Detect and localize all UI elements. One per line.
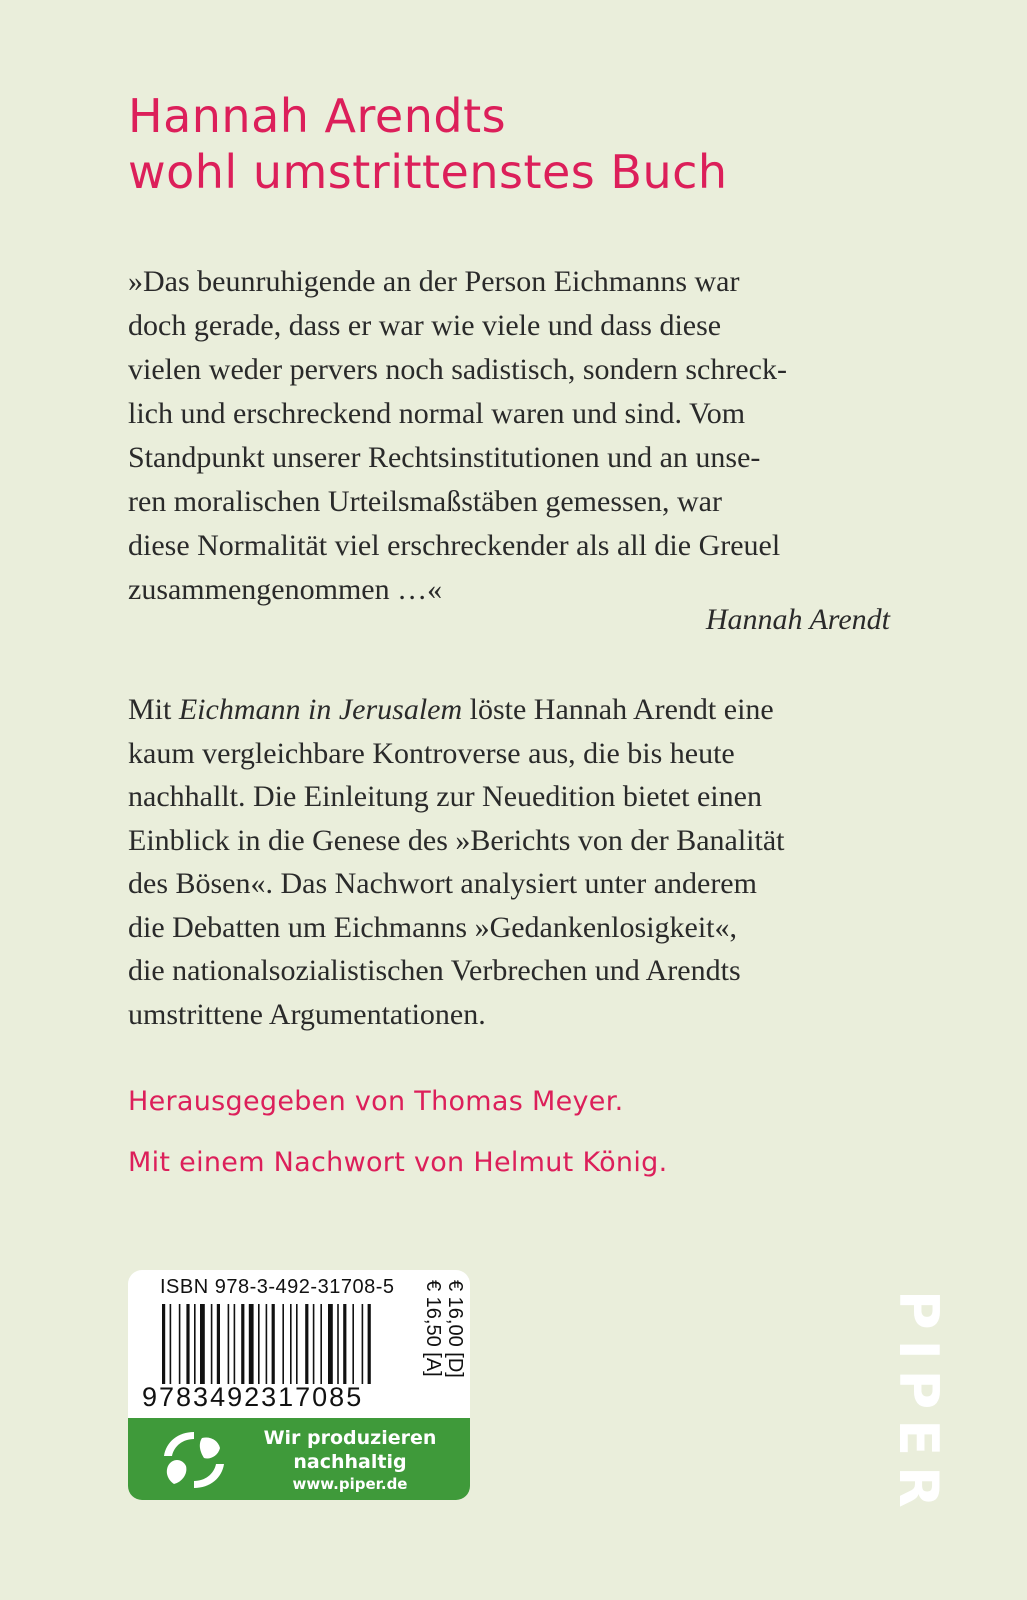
quote-line: lich und erschreckend normal waren und sind. Vom (128, 397, 746, 430)
publisher-url: www.piper.de (292, 1475, 408, 1493)
quote-line: doch gerade, dass er war wie viele und dass diese (128, 309, 722, 342)
barcode-bars (162, 1304, 402, 1384)
barcode-box (128, 1270, 470, 1418)
quote-line: diese Normalität viel erschreckender als all die Greuel (128, 529, 781, 562)
quote-line: vielen weder pervers noch sadistisch, sondern schreck- (128, 353, 787, 386)
afterword-credit: Mit einem Nachwort von Helmut König. (128, 1147, 668, 1178)
headline (128, 88, 928, 200)
quote-author: Hannah Arendt (705, 603, 890, 636)
quote-line: ren moralischen Urteilsmaßstäben gemessen, war (128, 485, 722, 518)
quote-line: »Das beunruhigende an der Person Eichmanns war (128, 265, 740, 298)
headline-line-2: wohl umstrittenstes Buch (128, 145, 728, 199)
description-line: Einblick in die Genese des »Berichts von der Banalität (128, 823, 785, 857)
price-germany: € 16,00 [D] (444, 1280, 466, 1378)
description-line: umstrittene Argumentationen. (128, 997, 486, 1031)
editor-credit: Herausgegeben von Thomas Meyer. (128, 1086, 624, 1117)
quote-line: Standpunkt unserer Rechtsinstitutionen und an unse- (128, 441, 761, 474)
description-suffix: löste Hannah Arendt eine (462, 693, 774, 726)
description-prefix: Mit (128, 693, 179, 726)
description-line: nachhallt. Die Einleitung zur Neuedition bietet einen (128, 780, 762, 813)
isbn-label: ISBN 978-3-492-31708-5 (160, 1276, 395, 1298)
price-block (420, 1280, 466, 1410)
price-austria: € 16,50 [A] (422, 1280, 444, 1377)
description-block (128, 688, 898, 1036)
description-line: die nationalsozialistischen Verbrechen und Arendts (128, 954, 741, 987)
quote-line: zusammengenommen …« (128, 573, 443, 606)
sustainability-line-1: Wir produzieren (263, 1427, 437, 1449)
description-line: des Bösen«. Das Nachwort analysiert unter anderem (128, 867, 757, 900)
recycle-leaf-icon (158, 1428, 230, 1492)
ean-digits: 9783492317085 (142, 1382, 364, 1412)
publisher-logo: PIPER (887, 1290, 950, 1518)
headline-line-1: Hannah Arendts (128, 89, 507, 143)
book-title: Eichmann in Jerusalem (178, 693, 463, 726)
sustainability-badge (128, 1418, 470, 1500)
sustainability-line-2: nachhaltig (293, 1451, 407, 1473)
sustainability-text (240, 1426, 460, 1494)
quote-block (128, 260, 898, 612)
description-first-line (128, 688, 898, 732)
description-line: kaum vergleichbare Kontroverse aus, die bis heute (128, 736, 735, 770)
description-line: die Debatten um Eichmanns »Gedankenlosigkeit«, (128, 910, 738, 944)
